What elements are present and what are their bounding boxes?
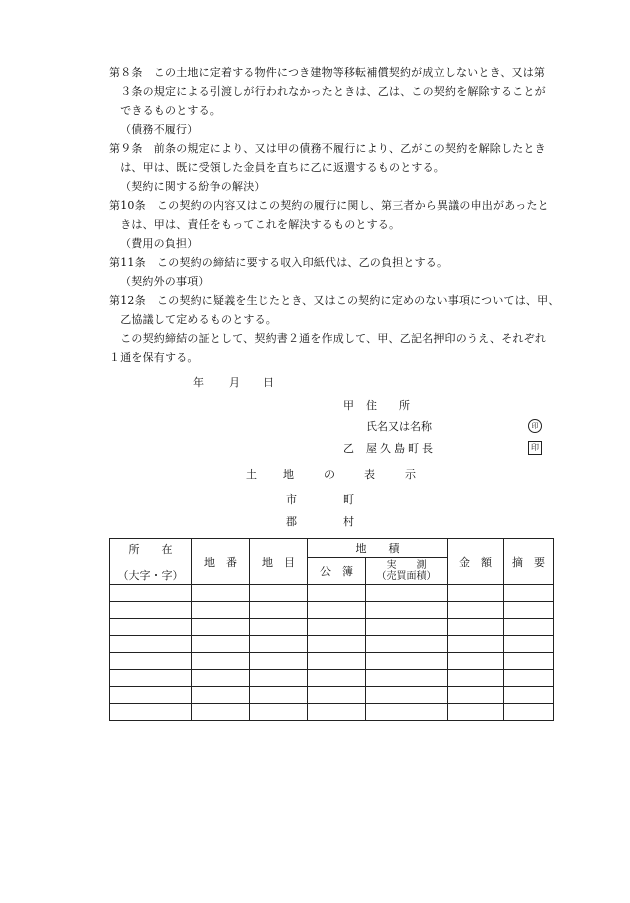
clause-9-line-1: 第９条 前条の規定により、又は甲の債務不履行により、乙がこの契約を解除したとき <box>109 142 546 155</box>
date-day: 日 <box>263 376 274 389</box>
municipality-village: 村 <box>343 515 354 528</box>
header-location: 所 在 <box>128 542 173 556</box>
table-cell <box>250 670 308 687</box>
municipality-city: 市 <box>286 493 297 506</box>
party-b-seal-mark: 印 <box>528 441 542 455</box>
table-cell <box>192 687 250 704</box>
table-cell <box>110 619 192 636</box>
header-location-sub: （大字・字） <box>117 568 184 582</box>
land-heading-char-2: 地 <box>283 468 294 481</box>
clause-12-line-1: 第12条 この契約に疑義を生じたとき、又はこの契約に定めのない事項については、甲、 <box>109 294 560 307</box>
table-cell <box>504 670 554 687</box>
table-cell <box>366 670 448 687</box>
table-cell <box>308 670 366 687</box>
table-cell <box>192 704 250 721</box>
table-cell <box>504 704 554 721</box>
table-cell <box>448 687 504 704</box>
table-cell <box>110 636 192 653</box>
closing-line-2: １通を保有する。 <box>109 351 199 364</box>
clause-12-line-2: 乙協議して定めるものとする。 <box>109 313 277 326</box>
table-row <box>110 687 554 704</box>
table-cell <box>448 585 504 602</box>
header-amount: 金 額 <box>448 539 504 585</box>
municipality-town: 町 <box>343 493 354 506</box>
header-remarks: 摘 要 <box>504 539 554 585</box>
table-cell <box>250 585 308 602</box>
table-row <box>110 585 554 602</box>
table-cell <box>192 585 250 602</box>
table-cell <box>110 704 192 721</box>
table-cell <box>250 704 308 721</box>
table-cell <box>192 619 250 636</box>
table-cell <box>308 653 366 670</box>
clause-8-line-2: ３条の規定による引渡しが行われなかったときは、乙は、この契約を解除することが <box>109 85 546 98</box>
table-cell <box>250 653 308 670</box>
table-cell <box>448 653 504 670</box>
municipality-county: 郡 <box>286 515 297 528</box>
table-cell <box>110 687 192 704</box>
clause-10-line-1: 第10条 この契約の内容又はこの契約の履行に関し、第三者から異議の申出があったと <box>109 199 549 212</box>
table-cell <box>366 653 448 670</box>
table-cell <box>308 636 366 653</box>
table-row <box>110 704 554 721</box>
party-a-label: 甲 <box>343 399 354 412</box>
table-cell <box>504 653 554 670</box>
party-a-seal-mark: 印 <box>528 419 542 433</box>
clause-11-line-1: 第11条 この契約の締結に要する収入印紙代は、乙の負担とする。 <box>109 256 449 269</box>
clause-8-line-3: できるものとする。 <box>109 104 221 117</box>
table-cell <box>192 636 250 653</box>
party-a-name-label: 氏名又は名称 <box>366 420 432 433</box>
table-cell <box>192 653 250 670</box>
date-year: 年 <box>193 376 204 389</box>
table-cell <box>308 585 366 602</box>
party-a-address-label: 住 所 <box>366 399 410 412</box>
table-cell <box>250 602 308 619</box>
table-cell <box>250 619 308 636</box>
header-land-category: 地 目 <box>250 539 308 585</box>
table-cell <box>366 636 448 653</box>
clause-12-heading: （契約外の事項） <box>120 275 210 288</box>
table-cell <box>192 602 250 619</box>
party-b-label: 乙 <box>343 442 354 455</box>
clause-10-line-2: きは、甲は、責任をもってこれを解決するものとする。 <box>109 218 401 231</box>
table-cell <box>366 619 448 636</box>
table-cell <box>110 602 192 619</box>
table-row <box>110 636 554 653</box>
table-cell <box>250 636 308 653</box>
table-cell <box>448 704 504 721</box>
table-cell <box>366 602 448 619</box>
header-area: 地 積 <box>308 539 448 558</box>
table-row <box>110 619 554 636</box>
table-cell <box>308 687 366 704</box>
header-lot-number: 地 番 <box>192 539 250 585</box>
land-heading-char-4: 表 <box>364 468 375 481</box>
table-cell <box>504 585 554 602</box>
clause-11-heading: （費用の負担） <box>120 237 199 250</box>
table-cell <box>504 602 554 619</box>
table-cell <box>366 585 448 602</box>
table-cell <box>110 653 192 670</box>
land-heading-char-1: 土 <box>246 468 257 481</box>
table-cell <box>250 687 308 704</box>
table-cell <box>110 670 192 687</box>
table-cell <box>504 687 554 704</box>
table-row <box>110 670 554 687</box>
clause-9-heading: （債務不履行） <box>120 123 199 136</box>
table-cell <box>366 704 448 721</box>
date-month: 月 <box>229 376 240 389</box>
land-heading-char-3: の <box>324 468 335 481</box>
table-row <box>110 653 554 670</box>
table-cell <box>448 670 504 687</box>
header-public-record: 公 簿 <box>308 558 366 585</box>
table-cell <box>448 619 504 636</box>
table-cell <box>110 585 192 602</box>
closing-line-1: この契約締結の証として、契約書２通を作成して、甲、乙記名押印のうえ、それぞれ <box>109 332 547 345</box>
table-cell <box>308 602 366 619</box>
table-cell <box>192 670 250 687</box>
party-b-name: 屋久島町長 <box>366 442 436 455</box>
land-table <box>109 538 554 721</box>
header-actual-measure-sub: （売買面積） <box>376 571 437 582</box>
header-actual-measure: 実 測 <box>386 560 427 571</box>
table-cell <box>308 619 366 636</box>
table-cell <box>448 636 504 653</box>
header-actual-measure-cell <box>366 558 448 585</box>
table-cell <box>366 687 448 704</box>
clause-10-heading: （契約に関する紛争の解決） <box>120 180 266 193</box>
land-heading-char-5: 示 <box>405 468 416 481</box>
table-row <box>110 602 554 619</box>
table-cell <box>308 704 366 721</box>
header-location-cell <box>110 539 192 585</box>
table-cell <box>504 619 554 636</box>
table-header-row-1 <box>110 539 554 558</box>
table-cell <box>504 636 554 653</box>
table-cell <box>448 602 504 619</box>
clause-8-line-1: 第８条 この土地に定着する物件につき建物等移転補償契約が成立しないとき、又は第 <box>109 66 546 79</box>
clause-9-line-2: は、甲は、既に受領した金員を直ちに乙に返還するものとする。 <box>109 161 445 174</box>
